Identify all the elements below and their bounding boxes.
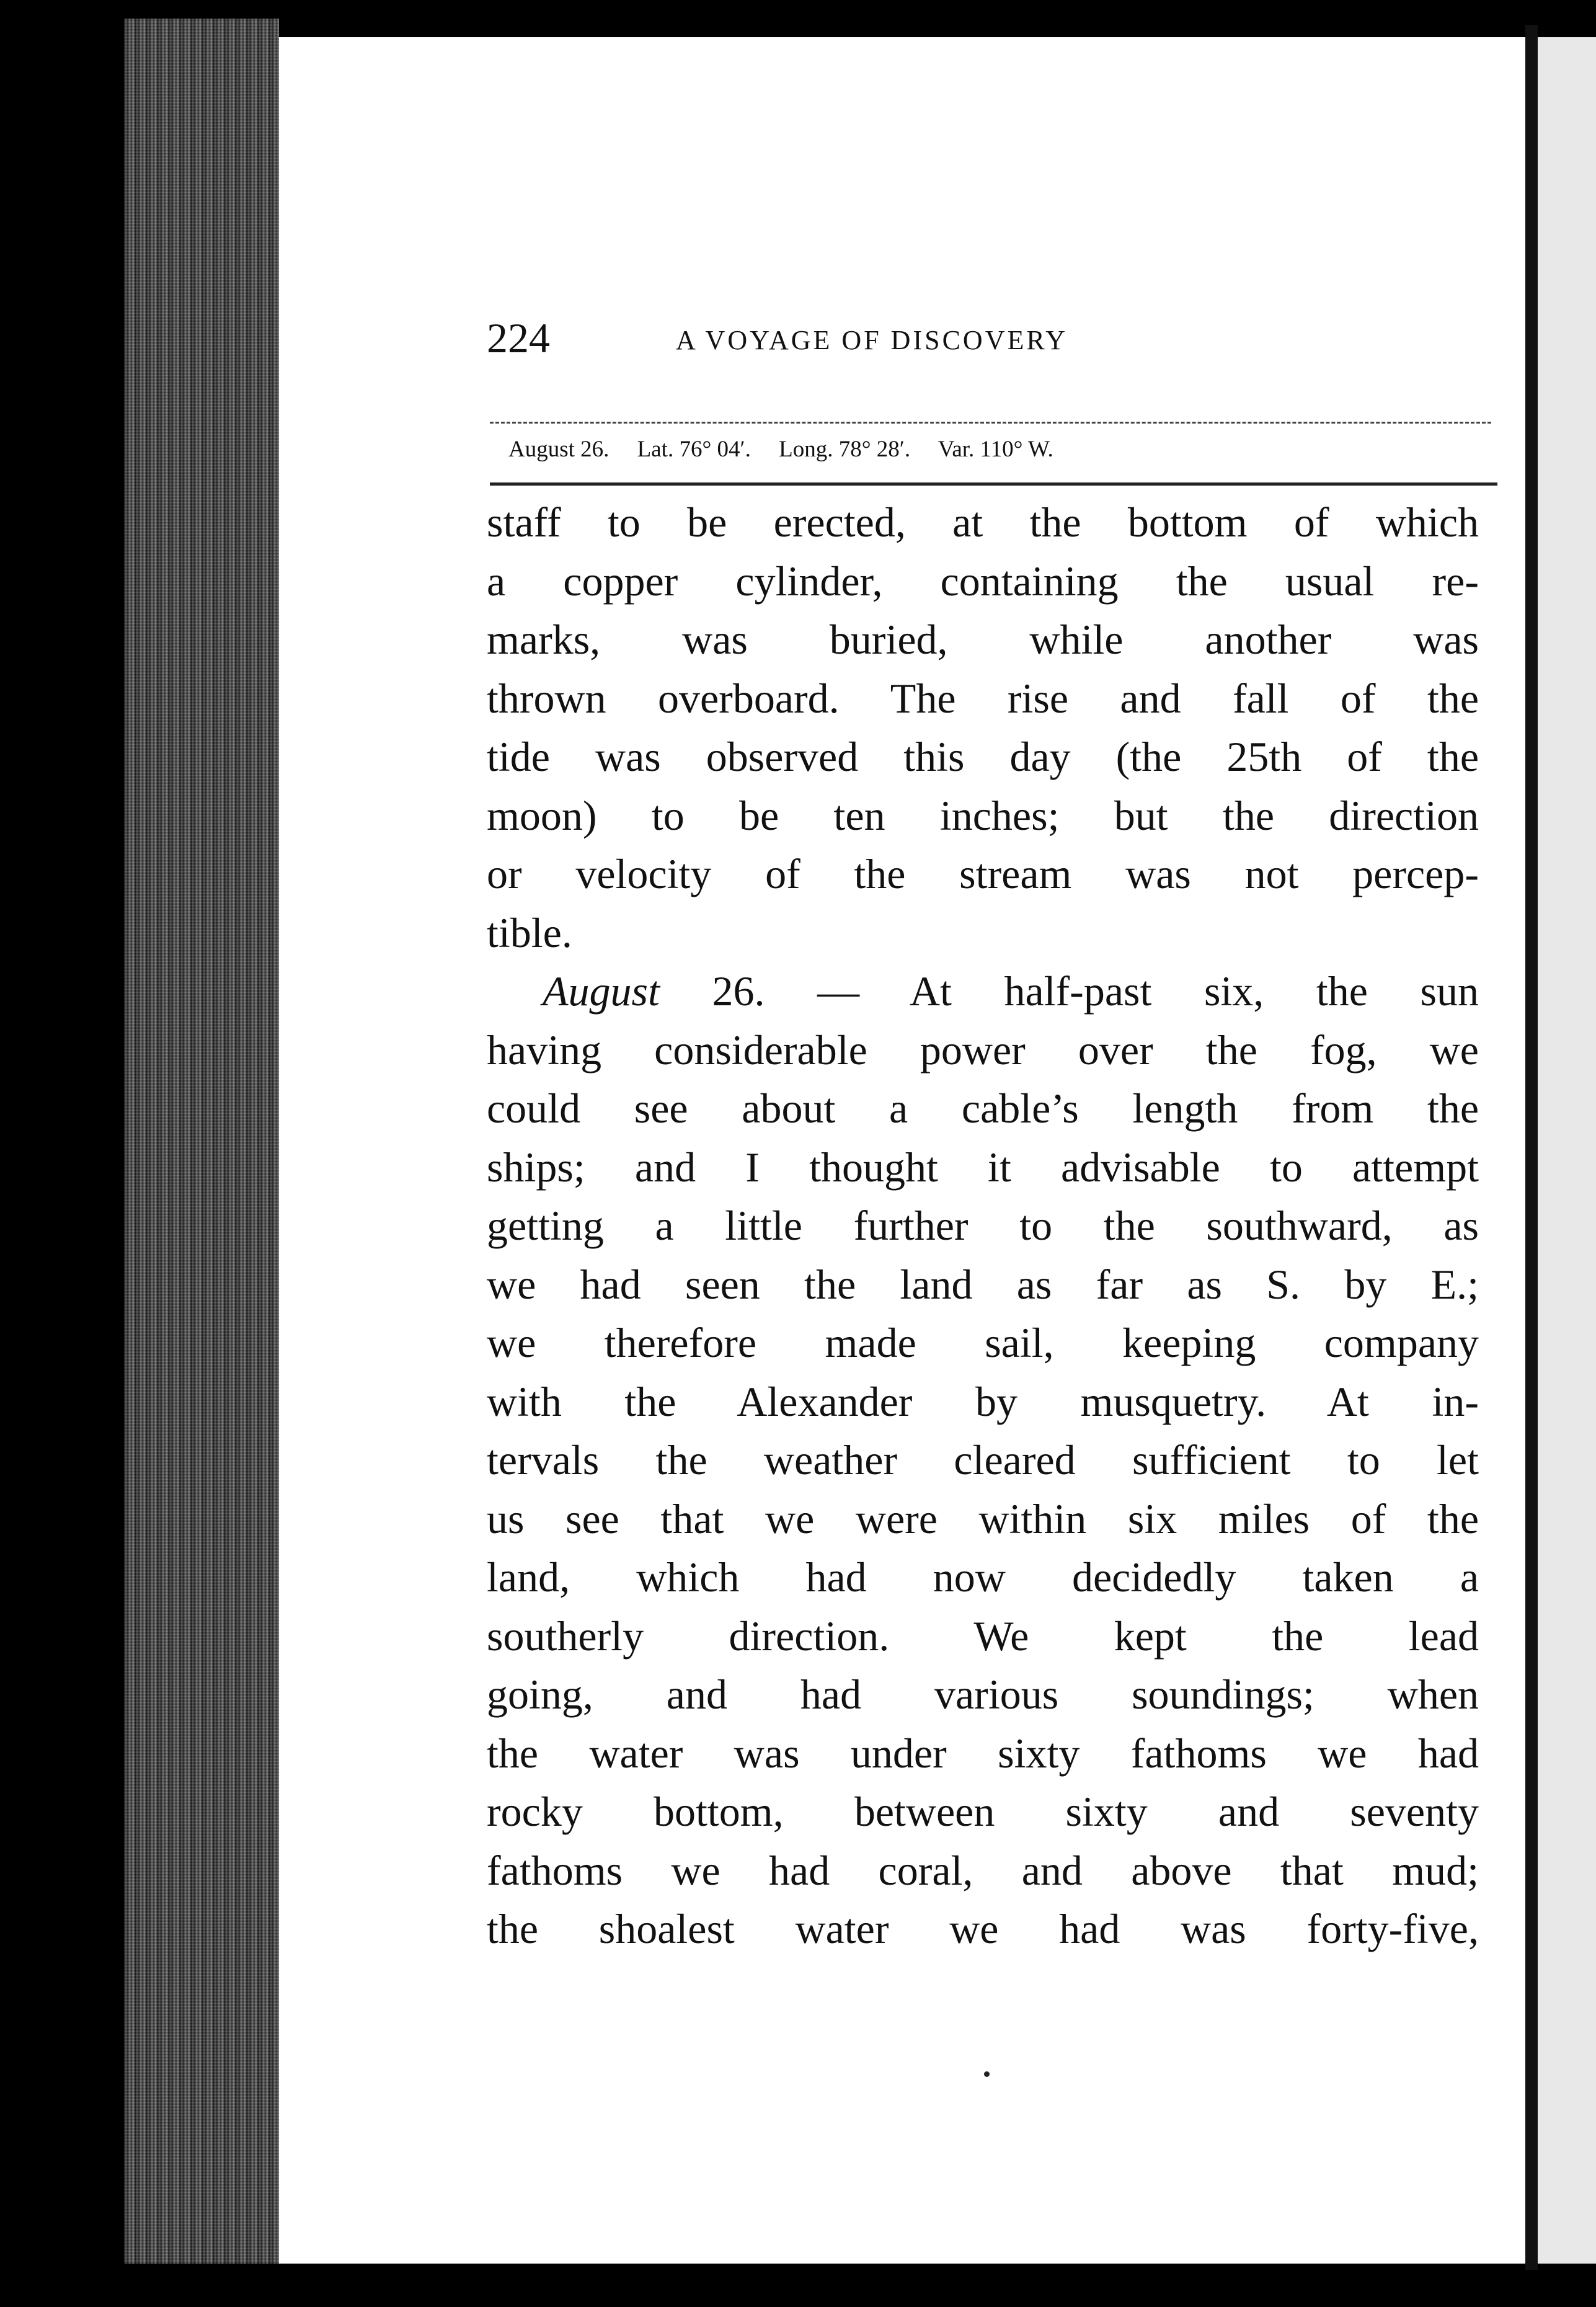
subhead-latitude: Lat. 76° 04′. — [637, 437, 751, 462]
text-line: having considerable power over the fog, we — [487, 1026, 1479, 1073]
subhead-variation: Var. 110° W. — [938, 437, 1053, 462]
text-line: the shoalest water we had was forty-five, — [487, 1905, 1479, 1952]
text-line: or velocity of the stream was not percep- — [487, 850, 1479, 897]
text-line: moon) to be ten inches; but the direction — [487, 791, 1479, 839]
text-line: could see about a cable’s length from the — [487, 1085, 1479, 1132]
text-line: tible. — [487, 909, 572, 956]
text-line: thrown overboard. The rise and fall of the — [487, 674, 1479, 722]
text-line: a copper cylinder, containing the usual re- — [487, 557, 1479, 605]
running-head — [487, 313, 1479, 394]
subhead-date: August 26. — [508, 437, 610, 462]
paragraph-start-text: 26. — At half-past six, the sun — [659, 967, 1479, 1015]
paragraph-date: August — [543, 967, 660, 1015]
gutter-shadow — [1525, 25, 1538, 2270]
paragraph-start-line — [487, 962, 1479, 1021]
text-line: tide was observed this day (the 25th of the — [487, 733, 1479, 780]
text-line: we therefore made sail, keeping company — [487, 1319, 1479, 1366]
text-line: southerly direction. We kept the lead — [487, 1612, 1479, 1660]
text-line: the water was under sixty fathoms we had — [487, 1729, 1479, 1777]
position-subheading — [508, 434, 1488, 465]
text-line: with the Alexander by musquetry. At in- — [487, 1377, 1479, 1425]
subhead-longitude: Long. 78° 28′. — [779, 437, 911, 462]
book-page — [279, 37, 1525, 2264]
facing-page-edge — [1538, 37, 1596, 2264]
text-line: staff to be erected, at the bottom of which — [487, 499, 1479, 546]
text-line: fathoms we had coral, and above that mud; — [487, 1846, 1479, 1894]
body-text — [487, 493, 1479, 1958]
text-line: getting a little further to the southward, as — [487, 1202, 1479, 1249]
page-number: 224 — [487, 314, 550, 362]
ink-spot — [984, 2071, 990, 2077]
text-line: marks, was buried, while another was — [487, 616, 1479, 663]
header-rule-thick — [490, 482, 1497, 486]
text-line: tervals the weather cleared sufficient to let — [487, 1436, 1479, 1483]
text-line: ships; and I thought it advisable to attempt — [487, 1143, 1479, 1191]
header-rule-thin — [490, 422, 1491, 424]
book-page-edges — [124, 19, 279, 2264]
book-title: A VOYAGE OF DISCOVERY — [676, 325, 1068, 355]
text-line: going, and had various soundings; when — [487, 1671, 1479, 1718]
text-line: we had seen the land as far as S. by E.; — [487, 1260, 1479, 1308]
text-line: land, which had now decidedly taken a — [487, 1554, 1479, 1601]
text-line: us see that we were within six miles of the — [487, 1495, 1479, 1542]
text-line: rocky bottom, between sixty and seventy — [487, 1788, 1479, 1835]
